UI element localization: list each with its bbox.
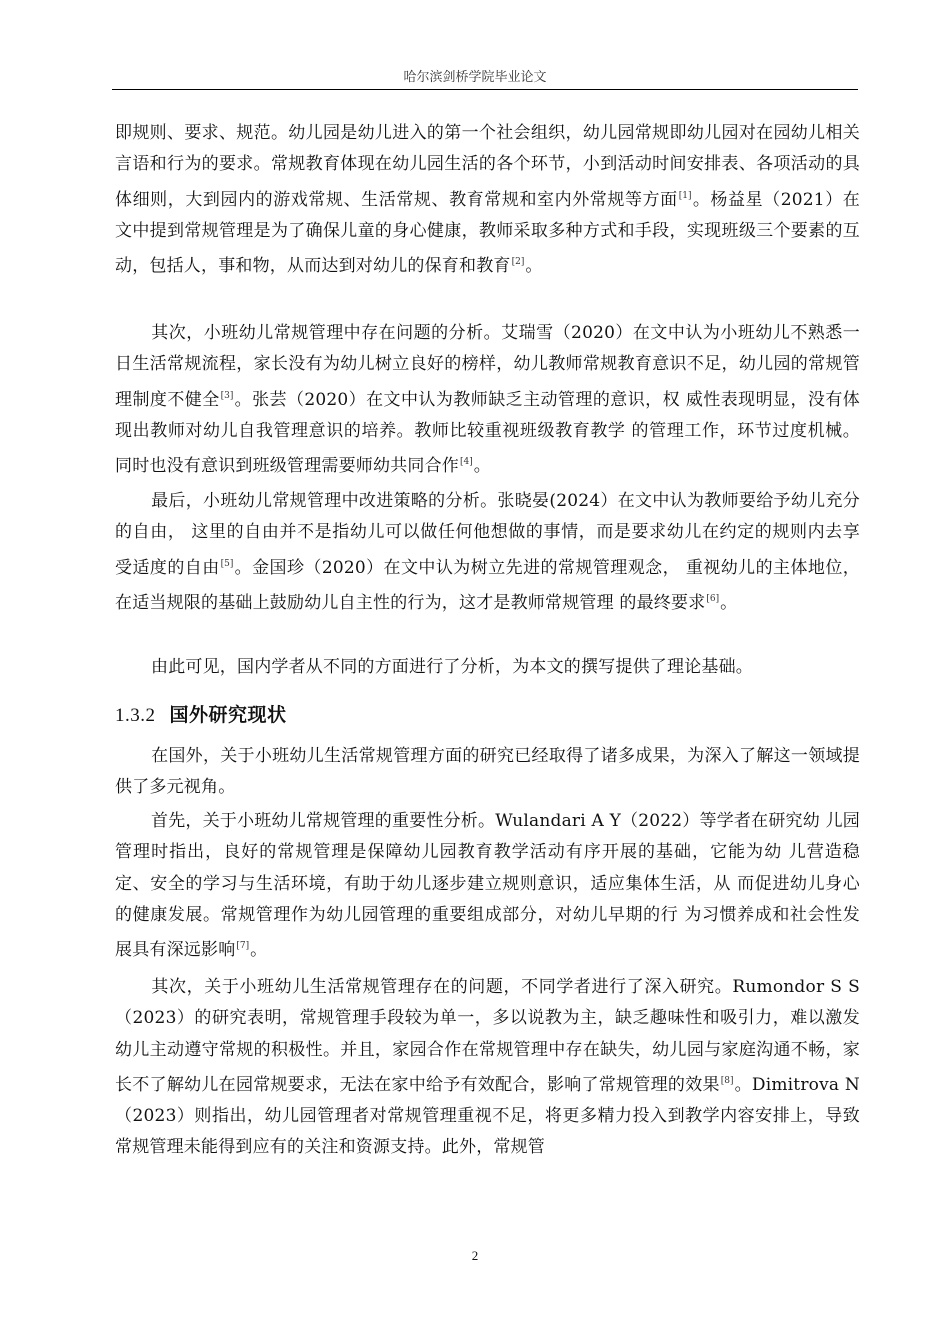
paragraph-text: 。: [720, 592, 738, 613]
paragraph-foreign-intro: [115, 741, 860, 804]
section-number: 1.3.2: [115, 705, 156, 726]
section-title: 国外研究现状: [169, 704, 287, 726]
citation-7: [7]: [236, 941, 250, 952]
citation-1: [1]: [678, 190, 692, 201]
citation-4: [4]: [460, 457, 473, 468]
paragraph-text: 。: [525, 256, 543, 277]
paragraph-text: 即规则、要求、规范。幼儿园是幼儿进入的第一个社会组织，幼儿园常规即幼儿园对在园幼儿相关言语和行为的要求。常规教育体现在幼儿园生活的各个环节，小到活动时间安排表、各项活动的具体细则，大到园内的游戏常规、生活常规、教育常规和室内外常规等方面: [115, 123, 860, 210]
paragraph-text: 最后，小班幼儿常规管理中改进策略的分析。张晓晏(2024）在文中认为教师要给予幼儿充分的自由， 这里的自由并不是指幼儿可以做任何他想做的事情，而是要求幼儿在约定的规则内去享受适度的自由: [115, 491, 860, 578]
running-header: 哈尔滨剑桥学院毕业论文: [403, 70, 547, 85]
paragraph-domestic-summary: [115, 652, 860, 683]
citation-5: [5]: [220, 558, 234, 569]
paragraph-text: 。杨益星（2021）在文中提到常规管理是为了确保儿童的身心健康，教师采取多种方式和手段，实现班级三个要素的互动，包括人，事和物，从而达到对幼儿的保育和教育: [115, 189, 860, 277]
citation-2: [2]: [511, 257, 525, 268]
header-divider: [112, 89, 858, 90]
paragraph-text: 。金国珍（2020）在文中认为树立先进的常规管理观念， 重视幼儿的主体地位，在适当规限的基础上鼓励幼儿自主性的行为，这才是教师常规管理 的最终要求: [115, 557, 860, 613]
citation-3: [3]: [220, 390, 234, 401]
citation-6: [6]: [706, 593, 720, 604]
paragraph-text: 。: [473, 456, 491, 477]
citation-8: [8]: [720, 1075, 734, 1086]
paragraph-text: 首先，关于小班幼儿常规管理的重要性分析。Wulandari A Y（2022）等学者在研究幼 儿园管理时指出，良好的常规管理是保障幼儿园教育教学活动有序开展的基础，它能为幼 儿营造稳定、安全的学习与生活环境，有助于幼儿逐步建立规则意识，适应集体生活，从 而促进幼儿身心的健康发展。常规管理作为幼儿园管理的重要组成部分，对幼儿早期的行 为习惯养成和社会性发展具有深远影响: [115, 811, 860, 961]
paragraph-domestic-definition: [115, 118, 860, 282]
paragraph-text: 。张芸（2020）在文中认为教师缺乏主动管理的意识，权 威性表现明显，没有体现出教师对幼儿自我管理意识的培养。教师比较重视班级教育教学 的管理工作，环节过度机械。同时也没有意识到班级管理需要师幼共同合作: [115, 389, 860, 477]
paragraph-text: 。Dimitrova N（2023）则指出，幼儿园管理者对常规管理重视不足，将更多精力投入到教学内容安排上，导致常规管理未能得到应有的关注和资源支持。此外，常规管: [115, 1074, 860, 1158]
page-number: 2: [471, 1248, 479, 1263]
paragraph-text: 其次，小班幼儿常规管理中存在问题的分析。艾瑞雪（2020）在文中认为小班幼儿不熟悉一日生活常规流程，家长没有为幼儿树立良好的榜样，幼儿教师常规教育意识不足，幼儿园的常规管理制度不健全: [115, 323, 860, 410]
paragraph-text: 在国外，关于小班幼儿生活常规管理方面的研究已经取得了诸多成果，为深入了解这一领域提供了多元视角。: [115, 746, 860, 798]
paragraph-foreign-importance: [115, 806, 860, 966]
paragraph-domestic-strategies: [115, 486, 860, 619]
paragraph-text: 。: [250, 940, 268, 961]
paragraph-text: 由此可见，国内学者从不同的方面进行了分析，为本文的撰写提供了理论基础。: [151, 657, 753, 677]
paragraph-foreign-problems: [115, 972, 860, 1164]
paragraph-domestic-problems: [115, 318, 860, 482]
section-heading: [115, 700, 287, 727]
paragraph-text: 其次，关于小班幼儿生活常规管理存在的问题，不同学者进行了深入研究。Rumondor S S（2023）的研究表明，常规管理手段较为单一，多以说教为主，缺乏趣味性和吸引力，难以激发幼儿主动遵守常规的积极性。并且，家园合作在常规管理中存在缺失，幼儿园与家庭沟通不畅，家长不了解幼儿在园常规要求，无法在家中给予有效配合，影响了常规管理的效果: [115, 977, 860, 1095]
